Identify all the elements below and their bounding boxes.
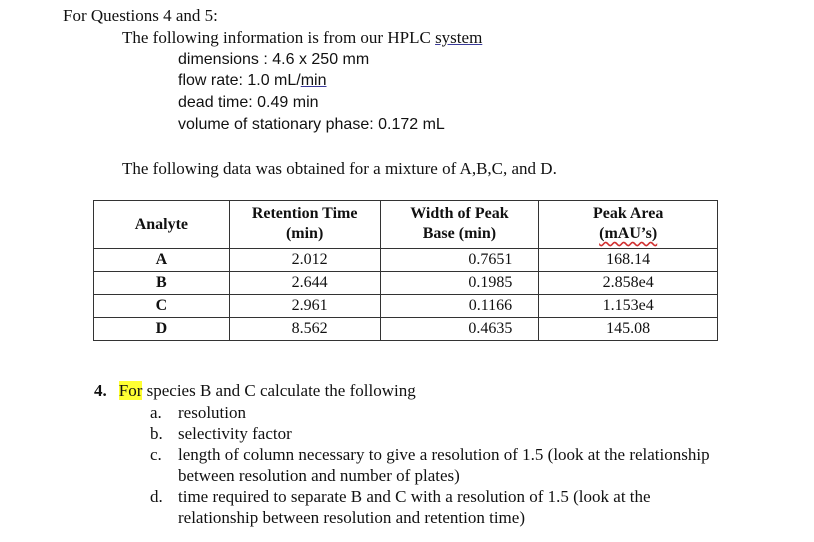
header-area-line2 bbox=[539, 224, 717, 244]
cell-width: 0.1166 bbox=[380, 295, 539, 318]
question-number: 4. bbox=[94, 381, 107, 400]
header-retention-line2: (min) bbox=[285, 225, 324, 242]
spec-flow-rate-unit: min bbox=[300, 72, 327, 89]
header-area-unit: (mAU’s) bbox=[599, 225, 658, 242]
intro-line bbox=[122, 28, 482, 48]
spec-stationary-volume: volume of stationary phase: 0.172 mL bbox=[178, 116, 445, 133]
table-row bbox=[94, 318, 718, 341]
table-header-row bbox=[94, 201, 718, 249]
cell-retention: 2.644 bbox=[229, 272, 380, 295]
subpart-text: resolution bbox=[178, 403, 246, 422]
subpart-letter: b. bbox=[150, 424, 163, 443]
cell-analyte: A bbox=[94, 249, 230, 272]
question-text: species B and C calculate the following bbox=[142, 381, 416, 400]
subpart-d bbox=[150, 486, 730, 528]
subpart-b bbox=[150, 423, 730, 444]
subpart-c bbox=[150, 444, 730, 486]
subpart-text: length of column necessary to give a resolution of 1.5 (look at the relationship between resolution and number of plates) bbox=[178, 445, 710, 485]
header-width-line2: Base (min) bbox=[422, 225, 497, 242]
spec-dimensions: dimensions : 4.6 x 250 mm bbox=[178, 51, 370, 68]
cell-area: 145.08 bbox=[539, 318, 718, 341]
cell-area: 1.153e4 bbox=[539, 295, 718, 318]
table-row bbox=[94, 249, 718, 272]
subpart-text: selectivity factor bbox=[178, 424, 292, 443]
spec-flow-rate bbox=[178, 71, 327, 91]
table-row bbox=[94, 272, 718, 295]
subpart-letter: c. bbox=[150, 445, 162, 464]
header-retention-line1: Retention Time bbox=[251, 205, 358, 222]
cell-width: 0.1985 bbox=[380, 272, 539, 295]
cell-retention: 2.012 bbox=[229, 249, 380, 272]
subpart-text: time required to separate B and C with a resolution of 1.5 (look at the relationship between resolution and retention time) bbox=[178, 487, 651, 527]
subpart-a bbox=[150, 402, 730, 423]
header-area-line1: Peak Area bbox=[592, 205, 664, 222]
cell-width: 0.4635 bbox=[380, 318, 539, 341]
cell-retention: 2.961 bbox=[229, 295, 380, 318]
intro-text: The following information is from our HPLC bbox=[122, 28, 436, 47]
question-4 bbox=[94, 381, 416, 401]
question-subparts bbox=[150, 402, 730, 528]
header-width-line1: Width of Peak bbox=[410, 205, 509, 222]
header-analyte: Analyte bbox=[94, 201, 230, 249]
header-retention-time bbox=[229, 201, 380, 249]
spec-flow-rate-value: flow rate: 1.0 mL/ bbox=[178, 72, 301, 89]
header-peak-area bbox=[539, 201, 718, 249]
subpart-letter: a. bbox=[150, 403, 162, 422]
cell-width: 0.7651 bbox=[380, 249, 539, 272]
heading: For Questions 4 and 5: bbox=[63, 6, 218, 25]
question-highlight: For bbox=[118, 381, 143, 400]
header-peak-width bbox=[380, 201, 539, 249]
hplc-data-table bbox=[93, 200, 718, 341]
spec-dead-time: dead time: 0.49 min bbox=[178, 94, 319, 111]
subpart-letter: d. bbox=[150, 487, 163, 506]
cell-area: 2.858e4 bbox=[539, 272, 718, 295]
cell-analyte: C bbox=[94, 295, 230, 318]
table-row bbox=[94, 295, 718, 318]
cell-retention: 8.562 bbox=[229, 318, 380, 341]
cell-area: 168.14 bbox=[539, 249, 718, 272]
intro-system-word: system bbox=[435, 28, 483, 47]
cell-analyte: D bbox=[94, 318, 230, 341]
data-intro: The following data was obtained for a mixture of A,B,C, and D. bbox=[122, 159, 557, 178]
cell-analyte: B bbox=[94, 272, 230, 295]
